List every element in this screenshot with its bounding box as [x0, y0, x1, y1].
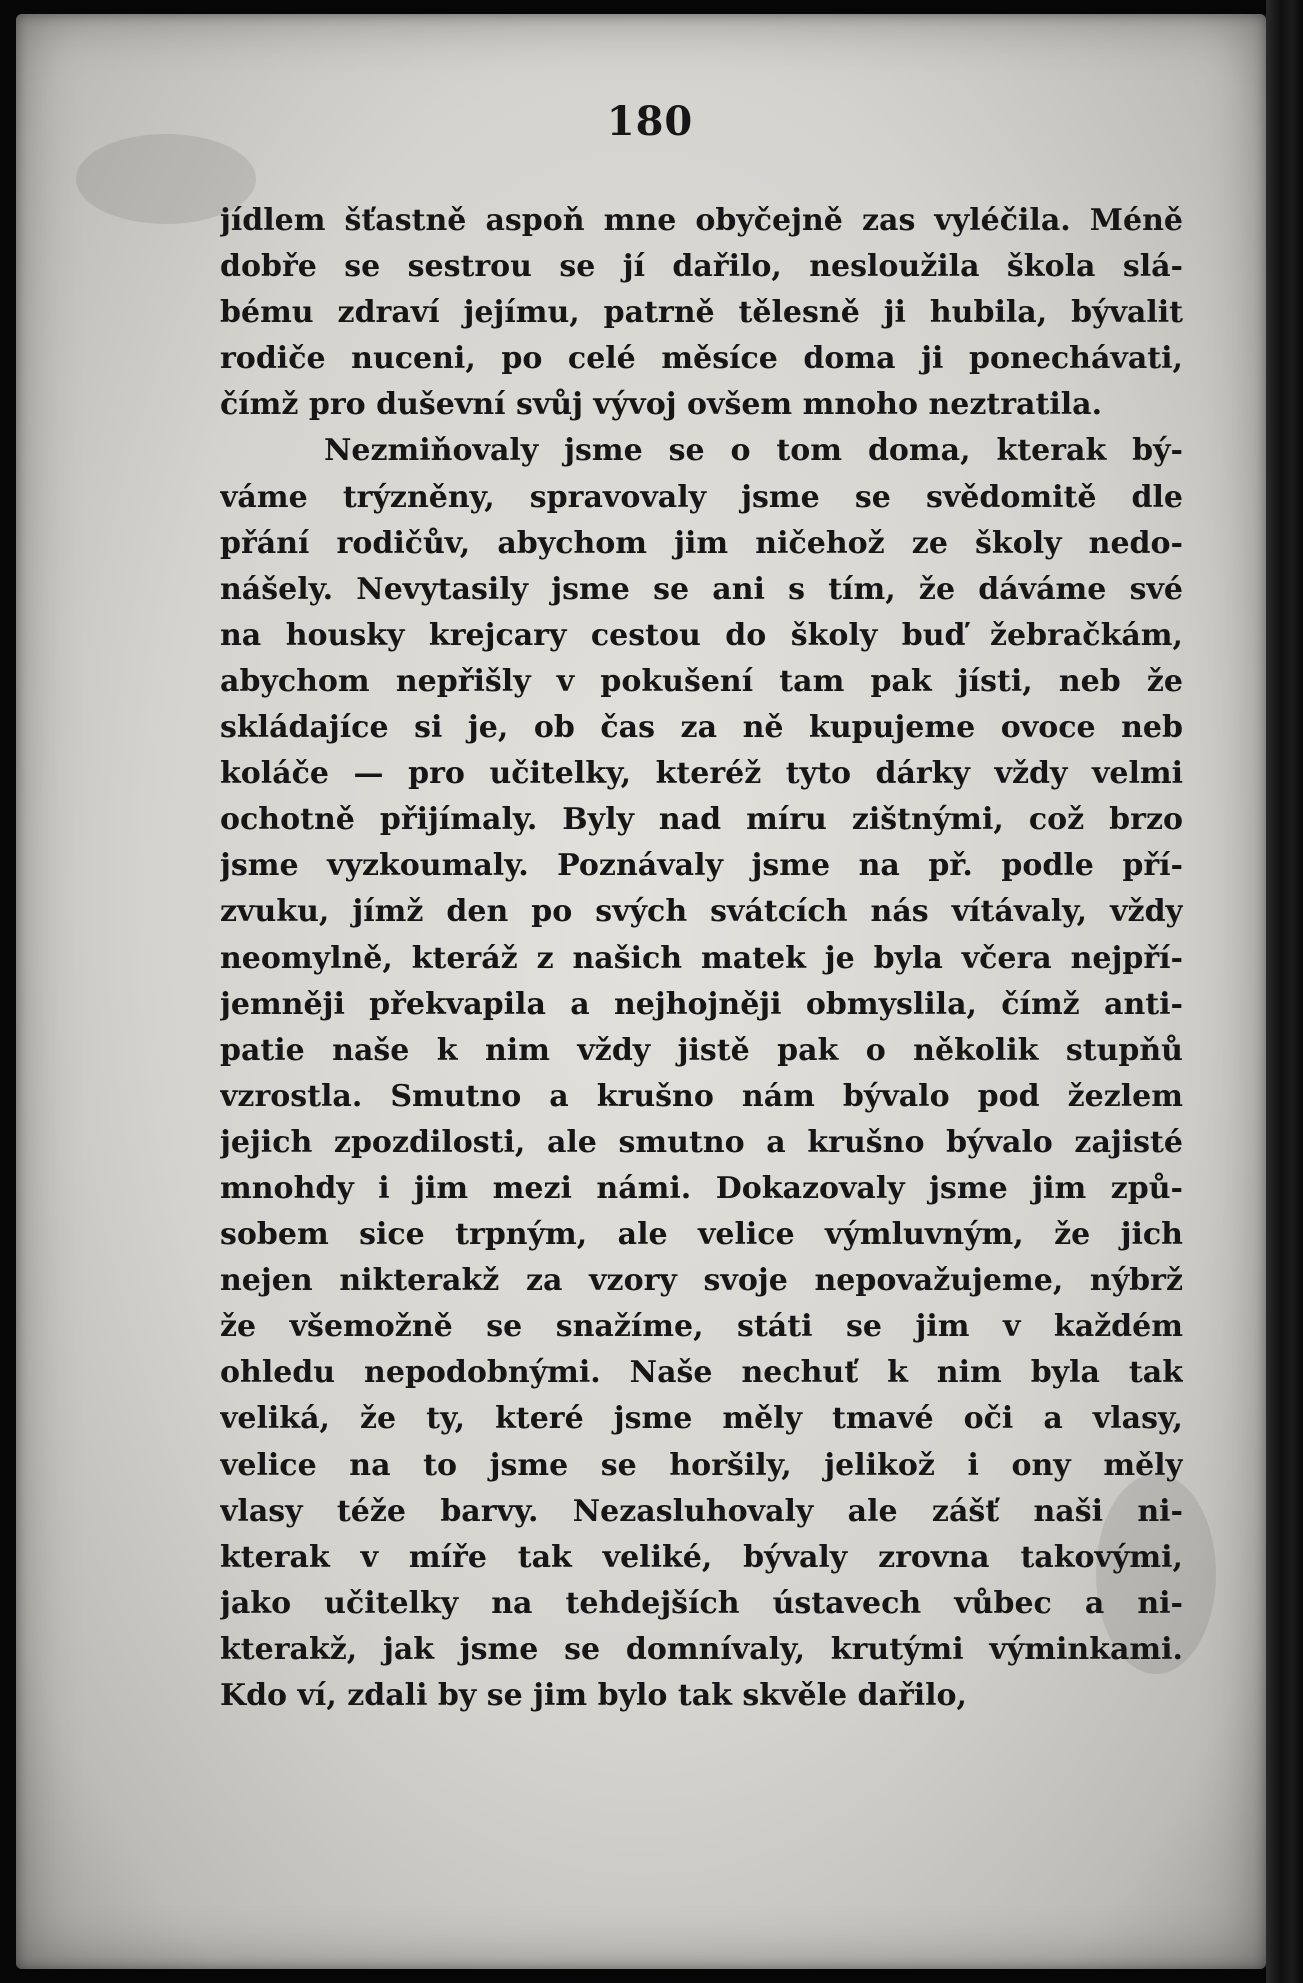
text-line: Kdo ví, zdali by se jim bylo tak skvěle dařilo, — [220, 1678, 967, 1713]
text-line: ochotně přijímaly. Byly nad míru zištnými, což brzo — [220, 802, 1183, 838]
text-line: mnohdy i jim mezi námi. Dokazovaly jsme jim způ- — [220, 1170, 1183, 1206]
text-line: patie naše k nim vždy jistě pak o několik stupňů — [220, 1032, 1183, 1068]
text-line: velice na to jsme se horšily, jelikož i ony měly — [220, 1447, 1183, 1483]
text-line: rodiče nuceni, po celé měsíce doma ji ponechávati, — [220, 341, 1183, 377]
text-line: jídlem šťastně aspoň mne obyčejně zas vyléčila. Méně — [220, 203, 1183, 238]
text-line: na housky krejcary cestou do školy buď žebračkám, — [220, 617, 1183, 653]
text-line: čímž pro duševní svůj vývoj ovšem mnoho neztratila. — [220, 387, 1103, 423]
text-line: dobře se sestrou se jí dařilo, nesloužila škola slá- — [220, 249, 1183, 285]
text-line: veliká, že ty, které jsme měly tmavé oči a vlasy, — [220, 1401, 1183, 1437]
text-line: sobem sice trpným, ale velice výmluvným, že jich — [220, 1217, 1183, 1253]
text-line: jsme vyzkoumaly. Poznávaly jsme na př. podle pří- — [220, 848, 1183, 884]
text-line: vzrostla. Smutno a krušno nám bývalo pod žezlem — [220, 1078, 1183, 1114]
text-line: jemněji překvapila a nejhojněji obmyslila, čímž anti- — [220, 986, 1183, 1022]
text-line: přání rodičův, abychom jim ničehož ze školy nedo- — [220, 525, 1183, 561]
text-line: skládajíce si je, ob čas za ně kupujeme ovoce neb — [220, 710, 1183, 746]
text-line: zvuku, jímž den po svých svátcích nás vítávaly, vždy — [220, 894, 1183, 930]
text-line: koláče — pro učitelky, kteréž tyto dárky vždy velmi — [220, 756, 1183, 792]
text-line: jako učitelky na tehdejších ústavech vůbec a ni- — [220, 1585, 1183, 1621]
page-body-text — [220, 198, 1183, 1719]
text-line: neomylně, kteráž z našich matek je byla včera nejpří- — [220, 940, 1183, 976]
text-line: kterakž, jak jsme se domnívaly, krutými výminkami. — [220, 1631, 1183, 1667]
book-edge-shadow — [1266, 0, 1303, 1983]
text-line: že všemožně se snažíme, státi se jim v každém — [220, 1309, 1183, 1345]
text-line: bému zdraví jejímu, patrně tělesně ji hubila, bývalit — [220, 295, 1183, 331]
text-line: kterak v míře tak veliké, bývaly zrovna takovými, — [220, 1539, 1183, 1575]
text-line: nejen nikterakž za vzory svoje nepovažujeme, nýbrž — [220, 1263, 1183, 1299]
text-line: nášely. Nevytasily jsme se ani s tím, že dáváme své — [220, 571, 1183, 607]
text-line: váme trýzněny, spravovaly jsme se svědomitě dle — [220, 479, 1183, 515]
text-line: ohledu nepodobnými. Naše nechuť k nim byla tak — [220, 1355, 1183, 1391]
text-line: vlasy téže barvy. Nezasluhovaly ale zášť naši ni- — [220, 1493, 1183, 1529]
text-line: jejich zpozdilosti, ale smutno a krušno bývalo zajisté — [220, 1124, 1183, 1160]
text-line: abychom nepřišly v pokušení tam pak jísti, neb že — [220, 663, 1183, 699]
page-number: 180 — [606, 98, 694, 145]
text-line: Nezmiňovaly jsme se o tom doma, kterak bý- — [324, 433, 1183, 469]
